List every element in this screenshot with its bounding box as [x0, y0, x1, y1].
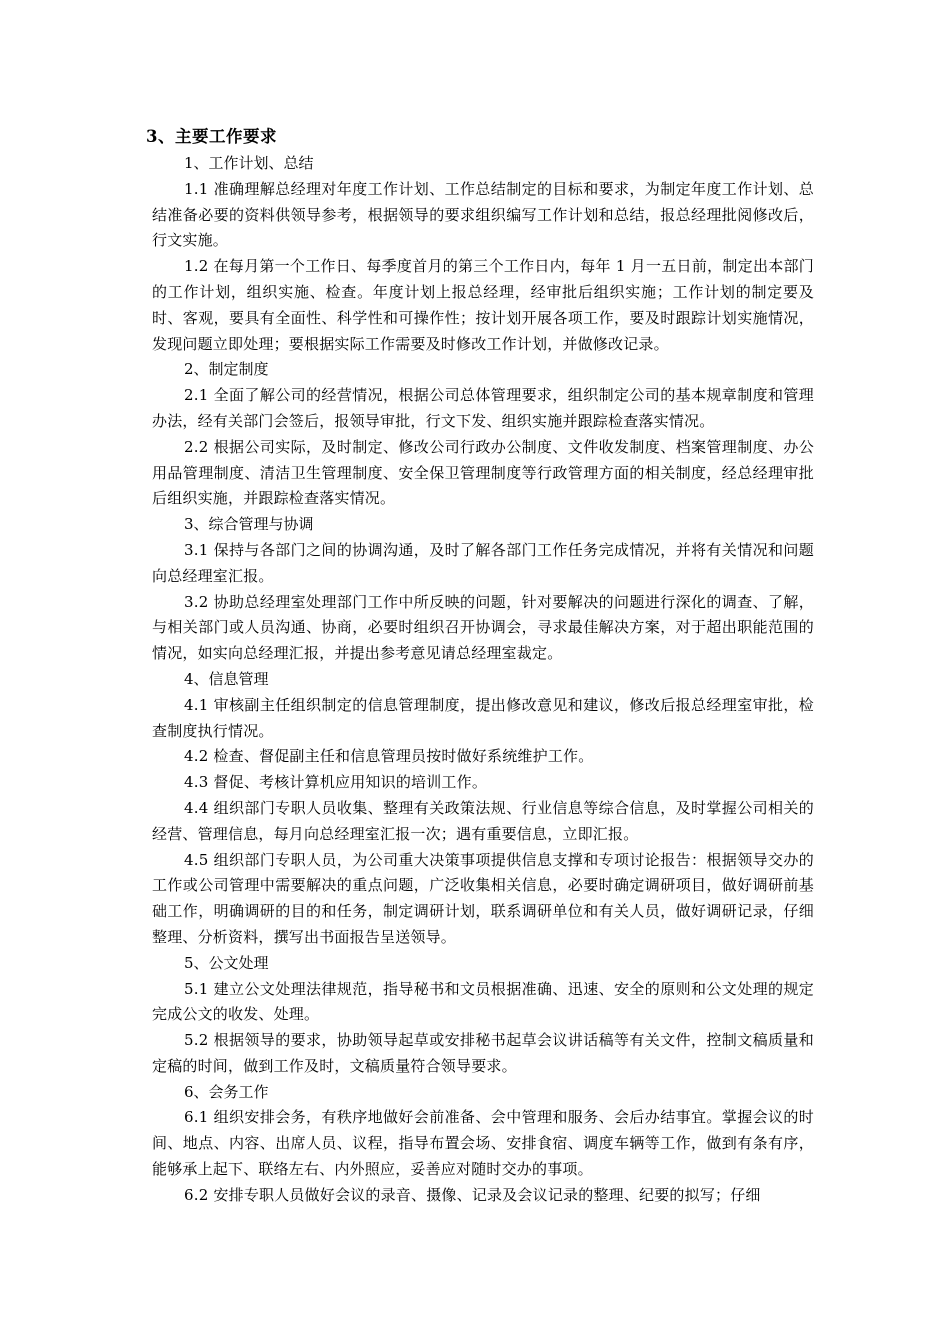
document-page: [146, 126, 814, 1209]
paragraph: 4.3 督促、考核计算机应用知识的培训工作。: [184, 773, 488, 792]
subsection-title: 3、综合管理与协调: [184, 515, 314, 534]
paragraph: 2.1 全面了解公司的经营情况，根据公司总体管理要求，组织制定公司的基本规章制度和管理办法，经有关部门会签后，报领导审批，行文下发、组织实施并跟踪检查落实情况。: [152, 386, 814, 430]
subsection-title: 5、公文处理: [184, 953, 269, 972]
paragraph: 4.4 组织部门专职人员收集、整理有关政策法规、行业信息等综合信息，及时掌握公司相关的经营、管理信息，每月向总经理室汇报一次；遇有重要信息，立即汇报。: [152, 798, 814, 843]
paragraph: 6.1 组织安排会务，有秩序地做好会前准备、会中管理和服务、会后办结事宜。掌握会议的时间、地点、内容、出席人员、议程，指导布置会场、安排食宿、调度车辆等工作，做到有条有序，能够承上起下、联络左右、内外照应，妥善应对随时交办的事项。: [152, 1108, 814, 1179]
paragraph: 1.1 准确理解总经理对年度工作计划、工作总结制定的目标和要求，为制定年度工作计划、总结准备必要的资料供领导参考，根据领导的要求组织编写工作计划和总结，报总经理批阅修改后，行文实施。: [152, 179, 814, 250]
paragraph: 1.2 在每月第一个工作日、每季度首月的第三个工作日内，每年 1 月一五日前，制定出本部门的工作计划，组织实施、检查。年度计划上报总经理，经审批后组织实施；工作计划的制定要及时、客观，要具有全面性、科学性和可操作性；按计划开展各项工作，要及时跟踪计划实施情况，发现问题立即处理；要根据实际工作需要及时修改工作计划，并做修改记录。: [152, 257, 814, 353]
section-heading: 3、主要工作要求: [146, 127, 277, 146]
paragraph: 5.1 建立公文处理法律规范，指导秘书和文员根据准确、迅速、安全的原则和公文处理的规定完成公文的收发、处理。: [152, 979, 814, 1024]
subsection-title: 6、会务工作: [184, 1082, 269, 1101]
subsection-title: 1、工作计划、总结: [184, 154, 314, 172]
paragraph: 3.1 保持与各部门之间的协调沟通，及时了解各部门工作任务完成情况，并将有关情况和问题向总经理室汇报。: [152, 540, 814, 585]
paragraph: 4.2 检查、督促副主任和信息管理员按时做好系统维护工作。: [184, 747, 594, 766]
paragraph: 4.5 组织部门专职人员，为公司重大决策事项提供信息支撑和专项讨论报告：根据领导交办的工作或公司管理中需要解决的重点问题，广泛收集相关信息，必要时确定调研项目，做好调研前基础工作，明确调研的目的和任务，制定调研计划，联系调研单位和有关人员，做好调研记录，仔细整理、分析资料，撰写出书面报告呈送领导。: [152, 850, 814, 946]
paragraph: 4.1 审核副主任组织制定的信息管理制度，提出修改意见和建议，修改后报总经理室审批，检查制度执行情况。: [152, 695, 814, 740]
paragraph: 5.2 根据领导的要求，协助领导起草或安排秘书起草会议讲话稿等有关文件，控制文稿质量和定稿的时间，做到工作及时，文稿质量符合领导要求。: [152, 1031, 814, 1075]
subsection-title: 4、信息管理: [184, 669, 269, 688]
paragraph: 6.2 安排专职人员做好会议的录音、摄像、记录及会议记录的整理、纪要的拟写；仔细: [184, 1185, 761, 1204]
paragraph: 2.2 根据公司实际，及时制定、修改公司行政办公制度、文件收发制度、档案管理制度、办公用品管理制度、清洁卫生管理制度、安全保卫管理制度等行政管理方面的相关制度，经总经理审批后组织实施，并跟踪检查落实情况。: [152, 437, 814, 508]
subsection-title: 2、制定制度: [184, 360, 269, 379]
paragraph: 3.2 协助总经理室处理部门工作中所反映的问题，针对要解决的问题进行深化的调查、了解，与相关部门或人员沟通、协商，必要时组织召开协调会，寻求最佳解决方案，对于超出职能范围的情况，如实向总经理汇报，并提出参考意见请总经理室裁定。: [152, 592, 814, 663]
